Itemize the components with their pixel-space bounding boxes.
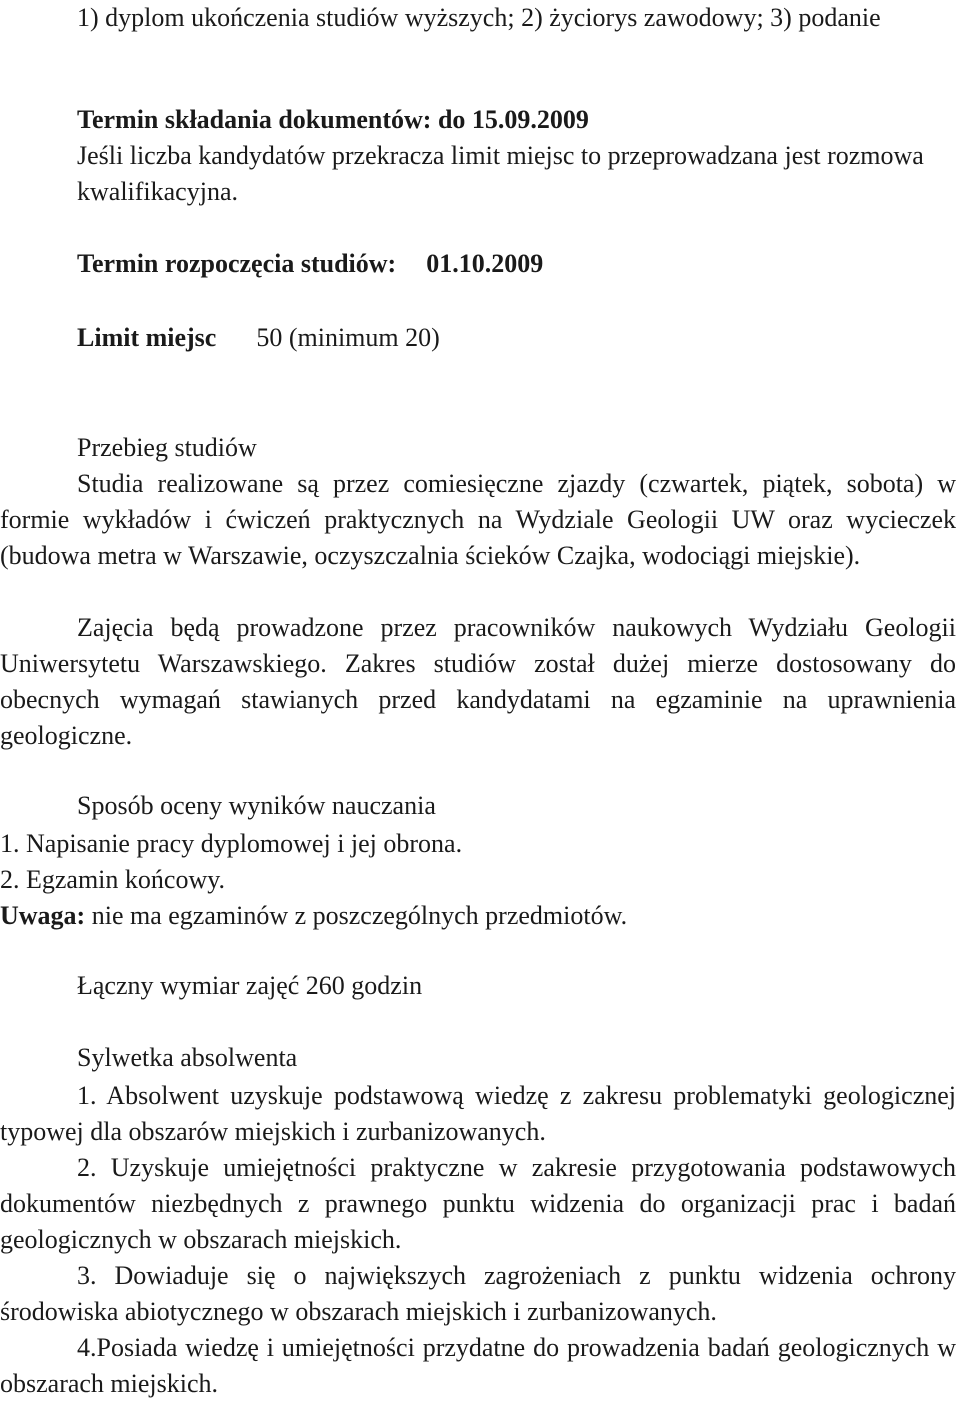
sylwetka-heading: Sylwetka absolwenta	[77, 1043, 298, 1072]
przebieg-paragraph-2: Zajęcia będą prowadzone przez pracowników naukowych Wydziału Geologii Uniwersytetu Warszawskiego. Zakres studiów został dużej mierze dostosowany do obecnych wymagań stawianych przed kandydatami na egzaminie na uprawnienia geologiczne.	[0, 613, 956, 750]
ocena-note	[0, 898, 956, 934]
sylwetka-item-3: 3. Dowiaduje się o największych zagrożeniach z punktu widzenia ochrony środowiska abiotycznego w obszarach miejskich i zurbanizowanych.	[0, 1261, 956, 1326]
ocena-heading: Sposób oceny wyników nauczania	[77, 791, 436, 820]
deadline-label: Termin składania dokumentów: do 15.09.2009	[77, 105, 589, 134]
start-date-value: 01.10.2009	[426, 249, 544, 278]
sylwetka-item-1: 1. Absolwent uzyskuje podstawową wiedzę z zakresu problematyki geologicznej typowej dla obszarów miejskich i zurbanizowanych.	[0, 1081, 956, 1146]
ocena-note-text: nie ma egzaminów z poszczególnych przedmiotów.	[85, 901, 628, 930]
przebieg-paragraph-1: Studia realizowane są przez comiesięczne zjazdy (czwartek, piątek, sobota) w formie wykładów i ćwiczeń praktycznych na Wydziale Geologii UW oraz wycieczek (budowa metra w Warszawie, oczyszczalnia ścieków Czajka, wodociągi miejskie).	[0, 469, 956, 570]
ocena-item-2: 2. Egzamin końcowy.	[0, 865, 226, 894]
ocena-item-1: 1. Napisanie pracy dyplomowej i jej obrona.	[0, 829, 463, 858]
intro-paragraph: 1) dyplom ukończenia studiów wyższych; 2) życiorys zawodowy; 3) podanie	[77, 3, 881, 32]
ocena-note-label: Uwaga:	[0, 901, 86, 930]
start-date-label: Termin rozpoczęcia studiów:	[77, 249, 397, 278]
wymiar-heading: Łączny wymiar zajęć 260 godzin	[77, 971, 423, 1000]
start-date-line	[77, 246, 543, 282]
sylwetka-item-4: 4.Posiada wiedzę i umiejętności przydatne do prowadzenia badań geologicznych w obszarach miejskich.	[0, 1333, 956, 1398]
limit-label: Limit miejsc	[77, 323, 217, 352]
deadline-note: Jeśli liczba kandydatów przekracza limit miejsc to przeprowadzana jest rozmowa kwalifikacyjna.	[77, 141, 924, 206]
sylwetka-item-2: 2. Uzyskuje umiejętności praktyczne w zakresie przygotowania podstawowych dokumentów niezbędnych z prawnego punktu widzenia do organizacji prac i badań geologicznych w obszarach miejskich.	[0, 1153, 956, 1254]
limit-value: 50 (minimum 20)	[256, 323, 440, 352]
limit-line	[77, 320, 440, 356]
przebieg-heading: Przebieg studiów	[77, 433, 257, 462]
